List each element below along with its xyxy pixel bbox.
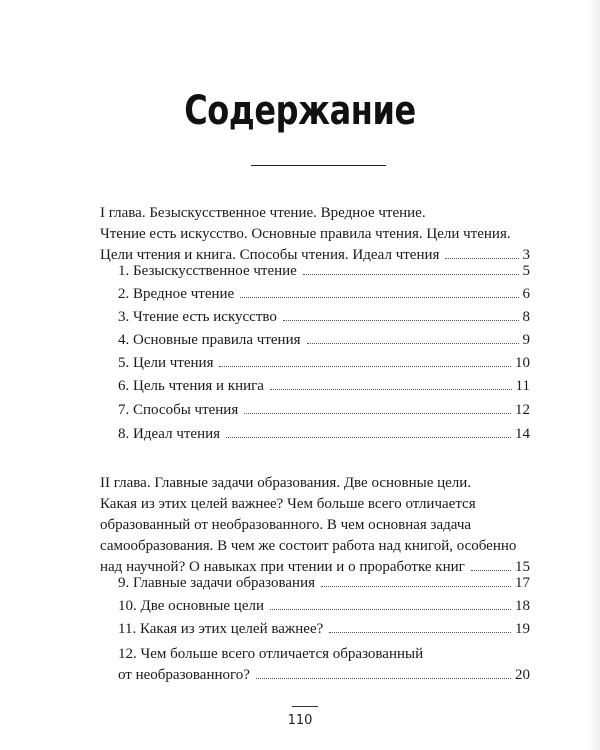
- toc-entry-12: [118, 644, 530, 686]
- page-number-rule: [292, 706, 318, 707]
- toc-entry-label: 2. Вредное чтение: [118, 286, 235, 302]
- toc-entry-1: [118, 263, 530, 284]
- toc-entry-4: [118, 332, 530, 353]
- toc-entry-page: 9: [522, 332, 530, 348]
- toc-entry-page: 18: [515, 598, 530, 614]
- toc-entry-label: 9. Главные задачи образования: [118, 575, 315, 591]
- toc-entry-page: 6: [522, 286, 530, 302]
- chapter-2-line: самообразования. В чем же состоит работа над книгой, особенно: [100, 538, 517, 554]
- toc-entry-label: 1. Безыскусственное чтение: [118, 263, 297, 279]
- page-title: Содержание: [184, 88, 416, 134]
- toc-entry-page: 17: [515, 575, 530, 591]
- chapter-1-page: 3: [522, 247, 530, 263]
- toc-entry-page: 14: [515, 426, 530, 442]
- toc-entry-7: [118, 402, 530, 423]
- toc-entry-3: [118, 309, 530, 330]
- toc-entry-6: [118, 378, 530, 399]
- chapter-2-heading: [100, 473, 530, 578]
- dot-leader: [321, 586, 511, 587]
- dot-leader: [471, 570, 511, 571]
- toc-entry-label: 4. Основные правила чтения: [118, 332, 301, 348]
- toc-entry-page: 11: [515, 378, 530, 394]
- toc-entry-page: 19: [515, 621, 530, 637]
- chapter-1-line: Чтение есть искусство. Основные правила чтения. Цели чтения.: [100, 226, 511, 242]
- toc-entry-page: 12: [515, 402, 530, 418]
- toc-entry-11: [118, 621, 530, 642]
- toc-entry-10: [118, 598, 530, 619]
- page-number: 110: [287, 713, 313, 728]
- chapter-2-page: 15: [515, 559, 530, 575]
- toc-entry-label: 5. Цели чтения: [118, 355, 214, 371]
- chapter-2-last-line-text: над научной? О навыках при чтении и о проработке книг: [100, 559, 465, 575]
- toc-entry-label: 8. Идеал чтения: [118, 426, 221, 442]
- dot-leader: [329, 632, 511, 633]
- toc-entry-12-last-line: [118, 665, 530, 686]
- dot-leader: [256, 678, 511, 679]
- toc-entry-label: 3. Чтение есть искусство: [118, 309, 277, 325]
- toc-entry-label: 12. Чем больше всего отличается образованный: [118, 646, 424, 662]
- dot-leader: [303, 274, 519, 275]
- dot-leader: [307, 343, 519, 344]
- dot-leader: [219, 366, 511, 367]
- dot-leader: [240, 297, 518, 298]
- chapter-2-line: II глава. Главные задачи образования. Две основные цели.: [100, 475, 472, 491]
- toc-entry-page: 10: [515, 355, 530, 371]
- title-underline: [251, 165, 386, 166]
- dot-leader: [445, 258, 518, 259]
- chapter-1-line: I глава. Безыскусственное чтение. Вредное чтение.: [100, 205, 426, 221]
- toc-entry-label: 10. Две основные цели: [118, 598, 264, 614]
- chapter-1-heading: [100, 203, 530, 266]
- toc-entry-label-continued: от необразованного?: [118, 667, 250, 683]
- dot-leader: [270, 389, 512, 390]
- chapter-2-line: образованный от необразованного. В чем основная задача: [100, 517, 472, 533]
- toc-entry-label: 11. Какая из этих целей важнее?: [118, 621, 324, 637]
- toc-entry-8: [118, 426, 530, 447]
- dot-leader: [226, 437, 511, 438]
- dot-leader: [270, 609, 511, 610]
- toc-entry-2: [118, 286, 530, 307]
- toc-entry-page: 8: [522, 309, 530, 325]
- toc-entry-label: 6. Цель чтения и книга: [118, 378, 264, 394]
- toc-entry-5: [118, 355, 530, 376]
- page-edge-shadow: [586, 0, 600, 750]
- toc-entry-label: 7. Способы чтения: [118, 402, 239, 418]
- toc-entry-page: 5: [522, 263, 530, 279]
- dot-leader: [244, 413, 511, 414]
- toc-entry-page: 20: [515, 667, 530, 683]
- toc-entry-9: [118, 575, 530, 596]
- chapter-1-last-line-text: Цели чтения и книга. Способы чтения. Идеал чтения: [100, 247, 440, 263]
- chapter-2-line: Какая из этих целей важнее? Чем больше всего отличается: [100, 496, 476, 512]
- dot-leader: [283, 320, 519, 321]
